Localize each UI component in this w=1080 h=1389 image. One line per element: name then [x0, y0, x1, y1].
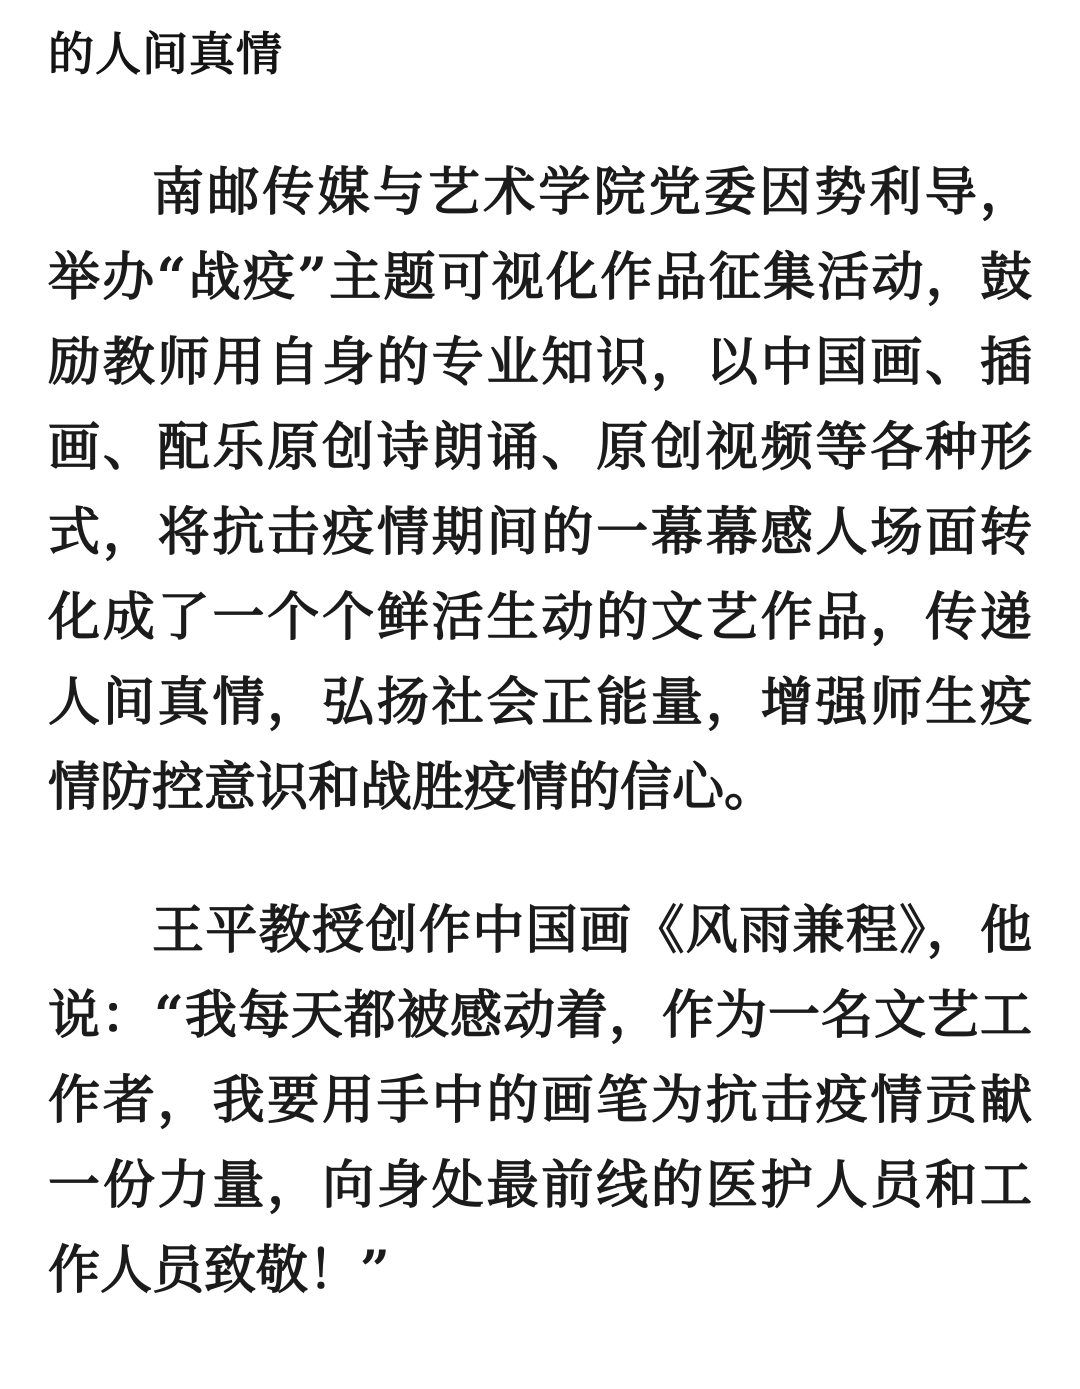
page-heading: 的人间真情	[48, 27, 283, 81]
paragraph-1: 南邮传媒与艺术学院党委因势利导，举办“战疫”主题可视化作品征集活动，鼓励教师用自身的专业知识，以中国画、插画、配乐原创诗朗诵、原创视频等各种形式，将抗击疫情期间的一幕幕感人场面转化成了一个个鲜活生动的文艺作品，传递人间真情，弘扬社会正能量，增强师生疫情防控意识和战胜疫情的信心。	[48, 161, 1032, 818]
article-body	[48, 150, 1032, 1313]
paragraph-2: 王平教授创作中国画《风雨兼程》，他说：“我每天都被感动着，作为一名文艺工作者，我要用手中的画笔为抗击疫情贡献一份力量，向身处最前线的医护人员和工作人员致敬！”	[48, 899, 1032, 1301]
